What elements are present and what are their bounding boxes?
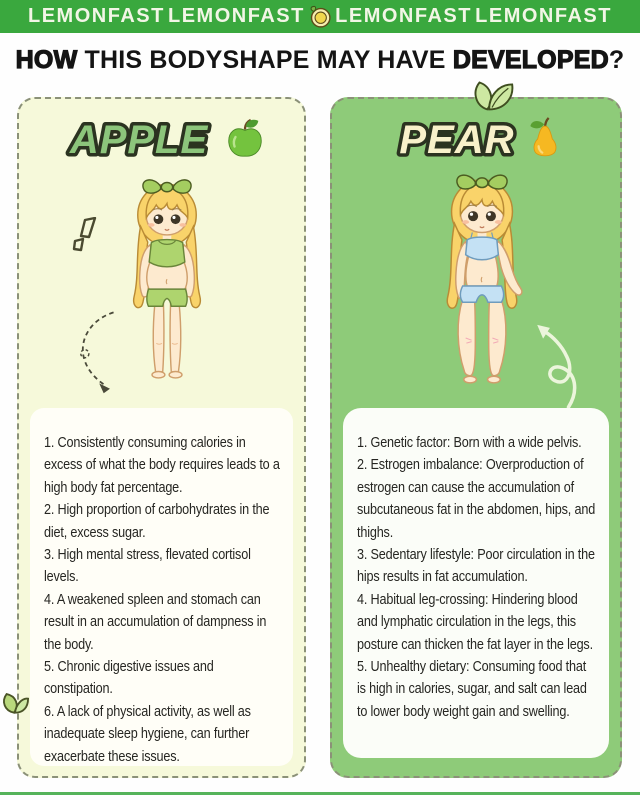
lemon-logo-icon bbox=[308, 5, 332, 29]
brand-text: LEMONFAST bbox=[475, 5, 612, 27]
cause-item: 6. A lack of physical activity, as well as inadequate sleep hygiene, can further exacerbate these issues. bbox=[44, 703, 251, 765]
pear-title bbox=[392, 111, 522, 165]
apple-panel bbox=[17, 97, 306, 778]
pear-icon bbox=[529, 117, 561, 159]
cause-item: 2. High proportion of carbohydrates in the diet, excess sugar. bbox=[44, 502, 270, 541]
emphasis-marks-icon bbox=[71, 217, 101, 257]
cause-item: 1. Consistently consuming calories in excess of what the body requires leads to a high body fat percentage. bbox=[44, 435, 280, 496]
apple-title-text: APPLE bbox=[69, 118, 209, 162]
cause-item: 4. A weakened spleen and stomach can result in an accumulation of dampness in the body. bbox=[44, 591, 267, 653]
pear-causes-list bbox=[357, 432, 598, 723]
pear-panel bbox=[330, 97, 622, 778]
cause-item: 5. Unhealthy dietary: Consuming food that is high in calories, sugar, and salt can lead to lower body weight gain and swelling. bbox=[357, 659, 587, 720]
pear-title-row bbox=[332, 109, 620, 167]
title-tail: ? bbox=[608, 46, 625, 74]
brand-banner bbox=[0, 0, 640, 33]
pear-causes-box bbox=[343, 408, 609, 758]
cause-item: 3. High mental stress, flevated cortisol levels. bbox=[44, 547, 251, 586]
curly-arrow-icon bbox=[517, 321, 577, 411]
cause-item: 1. Genetic factor: Born with a wide pelvis. bbox=[357, 435, 582, 451]
apple-title-row bbox=[19, 109, 304, 167]
apple-causes-box bbox=[30, 408, 293, 766]
title-lead: HOW bbox=[15, 46, 78, 74]
page-title bbox=[0, 46, 640, 75]
pear-title-text: PEAR bbox=[398, 118, 515, 162]
green-apple-icon bbox=[226, 118, 264, 158]
cause-item: 2. Estrogen imbalance: Overproduction of estrogen can cause the accumulation of subcutaneous fat in the abdomen, hips, and thighs. bbox=[357, 457, 596, 541]
apple-title bbox=[59, 111, 219, 165]
dashed-arrow-icon bbox=[74, 307, 119, 395]
apple-bodyshape-illustration bbox=[117, 175, 217, 389]
apple-causes-list bbox=[44, 432, 285, 766]
title-emphasis: DEVELOPED bbox=[452, 46, 609, 74]
bottom-divider bbox=[0, 792, 640, 795]
title-middle: THIS BODYSHAPE MAY HAVE bbox=[77, 46, 453, 74]
cause-item: 5. Chronic digestive issues and constipation. bbox=[44, 659, 214, 698]
brand-text: LEMONFAST bbox=[28, 5, 165, 27]
cause-item: 4. Habitual leg-crossing: Hindering blood and lymphatic circulation in the legs, this posture can thicken the fat layer in the legs. bbox=[357, 591, 593, 653]
brand-text: LEMONFAST bbox=[168, 5, 305, 27]
cause-item: 3. Sedentary lifestyle: Poor circulation in the hips results in fat accumulation. bbox=[357, 547, 595, 586]
brand-text: LEMONFAST bbox=[335, 5, 472, 27]
leaf-sprout-icon bbox=[1, 685, 29, 718]
